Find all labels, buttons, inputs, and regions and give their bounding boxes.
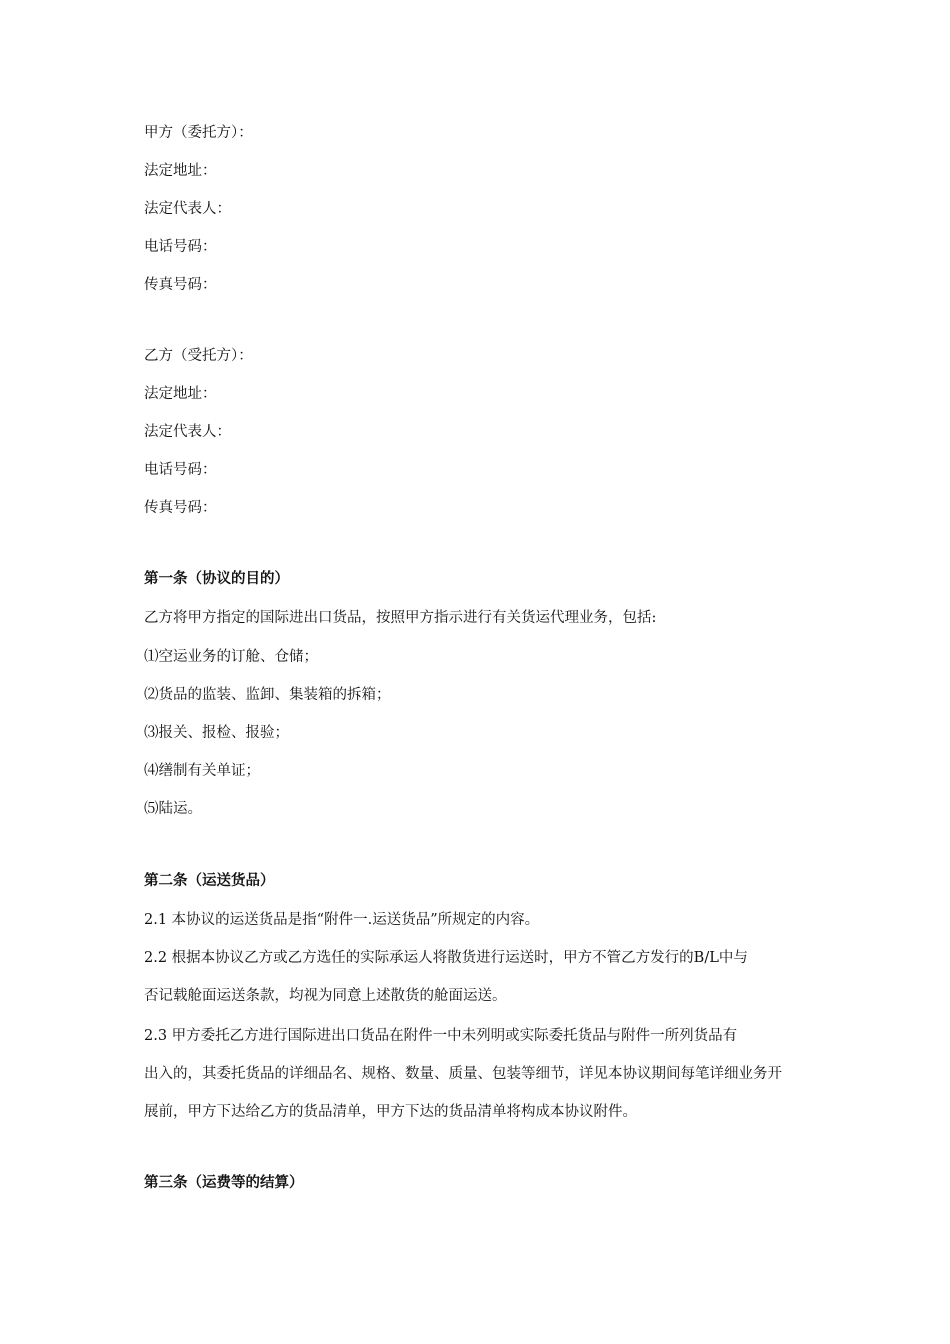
party-b-title: 乙方（受托方）：	[144, 348, 253, 364]
party-b-representative: 法定代表人：	[144, 424, 231, 440]
party-b-phone: 电话号码：	[144, 462, 217, 478]
article-2-line: 2.1 本协议的运送货品是指“附件一.运送货品”所规定的内容。	[144, 912, 540, 928]
article-1-item: ⑶报关、报检、报验；	[144, 725, 289, 741]
party-a-representative: 法定代表人：	[144, 201, 231, 217]
party-b-address: 法定地址：	[144, 386, 217, 402]
article-1-intro: 乙方将甲方指定的国际进出口货品，按照甲方指示进行有关货运代理业务，包括:	[144, 610, 657, 626]
article-2-line: 否记载舱面运送条款，均视为同意上述散货的舱面运送。	[144, 988, 507, 1004]
article-2-line: 出入的，其委托货品的详细品名、规格、数量、质量、包装等细节，详见本协议期间每笔详细业务开	[144, 1066, 782, 1082]
party-a-fax: 传真号码：	[144, 277, 217, 293]
article-1-heading: 第一条（协议的目的）	[144, 571, 289, 587]
article-3-heading: 第三条（运费等的结算）	[144, 1175, 304, 1191]
article-1-item: ⑴空运业务的订舱、仓储；	[144, 649, 318, 665]
article-2-line: 2.2 根据本协议乙方或乙方选任的实际承运人将散货进行运送时，甲方不管乙方发行的B/L中与	[144, 950, 748, 966]
article-2-heading: 第二条（运送货品）	[144, 873, 275, 889]
article-2-line: 展前，甲方下达给乙方的货品清单，甲方下达的货品清单将构成本协议附件。	[144, 1104, 637, 1120]
article-1-item: ⑸陆运。	[144, 801, 202, 817]
party-a-address: 法定地址：	[144, 163, 217, 179]
article-2-line: 2.3 甲方委托乙方进行国际进出口货品在附件一中未列明或实际委托货品与附件一所列货品有	[144, 1028, 738, 1044]
party-a-phone: 电话号码：	[144, 239, 217, 255]
party-a-title: 甲方（委托方）：	[144, 125, 253, 141]
article-1-item: ⑵货品的监装、监卸、集装箱的拆箱；	[144, 687, 391, 703]
article-1-item: ⑷缮制有关单证；	[144, 763, 260, 779]
party-b-fax: 传真号码：	[144, 500, 217, 516]
